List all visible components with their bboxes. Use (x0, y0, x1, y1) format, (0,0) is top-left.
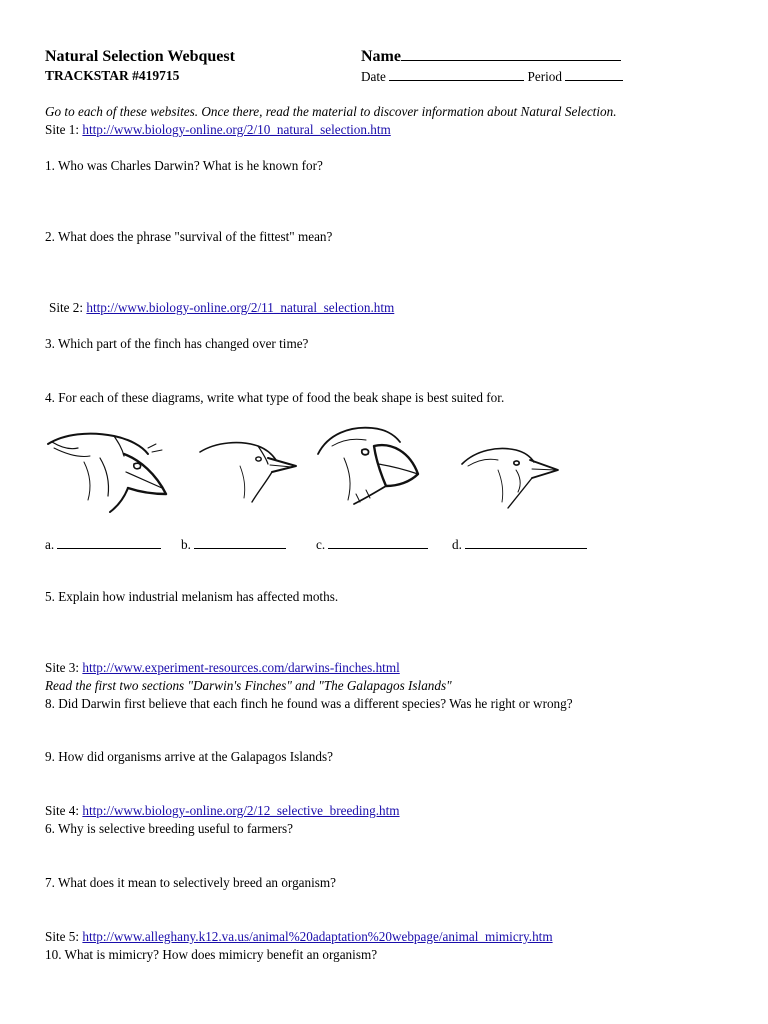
answer-c-label: c. (316, 537, 326, 552)
site5-line (45, 929, 553, 945)
date-label: Date (361, 69, 386, 84)
site3-line (45, 660, 400, 676)
site5-label: Site 5: (45, 929, 80, 944)
period-label: Period (527, 69, 562, 84)
finch-b-illustration (196, 436, 300, 508)
question-9: 9. How did organisms arrive at the Galapagos Islands? (45, 749, 333, 764)
question-8: 8. Did Darwin first believe that each finch he found was a different species? Was he right or wrong? (45, 696, 573, 711)
answer-d-line (452, 536, 587, 553)
site3-reading-note: Read the first two sections "Darwin's Finches" and "The Galapagos Islands" (45, 678, 452, 693)
finch-c-illustration (314, 424, 426, 508)
question-3: 3. Which part of the finch has changed over time? (45, 336, 309, 351)
date-blank[interactable] (389, 68, 524, 81)
answer-a-line (45, 536, 161, 553)
question-2: 2. What does the phrase "survival of the fittest" mean? (45, 229, 333, 244)
answer-c-blank[interactable] (328, 536, 428, 549)
site2-link[interactable]: http://www.biology-online.org/2/11_natural_selection.htm (86, 300, 395, 315)
site2-line (49, 300, 394, 316)
name-label: Name (361, 48, 401, 65)
site3-link[interactable]: http://www.experiment-resources.com/darwins-finches.html (82, 660, 400, 675)
date-period-line (361, 68, 623, 85)
site5-link[interactable]: http://www.alleghany.k12.va.us/animal%20adaptation%20webpage/animal_mimicry.htm (82, 929, 553, 944)
question-4: 4. For each of these diagrams, write what type of food the beak shape is best suited for. (45, 390, 505, 405)
name-line (361, 48, 621, 66)
finch-d-illustration (458, 440, 562, 512)
answer-a-blank[interactable] (57, 536, 161, 549)
worksheet-title: Natural Selection Webquest (45, 48, 235, 65)
answer-a-label: a. (45, 537, 55, 552)
site4-label: Site 4: (45, 803, 80, 818)
answer-b-blank[interactable] (194, 536, 286, 549)
question-1: 1. Who was Charles Darwin? What is he known for? (45, 158, 323, 173)
question-7: 7. What does it mean to selectively breed an organism? (45, 875, 337, 890)
answer-d-blank[interactable] (465, 536, 587, 549)
finch-a-illustration (44, 428, 170, 516)
period-blank[interactable] (565, 68, 623, 81)
site1-line (45, 122, 391, 138)
question-10: 10. What is mimicry? How does mimicry benefit an organism? (45, 947, 378, 962)
site1-label: Site 1: (45, 122, 80, 137)
answer-d-label: d. (452, 537, 462, 552)
question-5: 5. Explain how industrial melanism has affected moths. (45, 589, 339, 604)
site4-link[interactable]: http://www.biology-online.org/2/12_selective_breeding.htm (82, 803, 400, 818)
intro-text: Go to each of these websites. Once there, read the material to discover information about Natural Selection. (45, 104, 617, 119)
answer-c-line (316, 536, 428, 553)
site4-line (45, 803, 400, 819)
name-blank[interactable] (401, 48, 621, 61)
trackstar-id: TRACKSTAR #419715 (45, 68, 180, 83)
answer-b-label: b. (181, 537, 191, 552)
answer-b-line (181, 536, 286, 553)
site3-label: Site 3: (45, 660, 80, 675)
site1-link[interactable]: http://www.biology-online.org/2/10_natural_selection.htm (82, 122, 391, 137)
site2-label: Site 2: (49, 300, 84, 315)
question-6: 6. Why is selective breeding useful to farmers? (45, 821, 294, 836)
